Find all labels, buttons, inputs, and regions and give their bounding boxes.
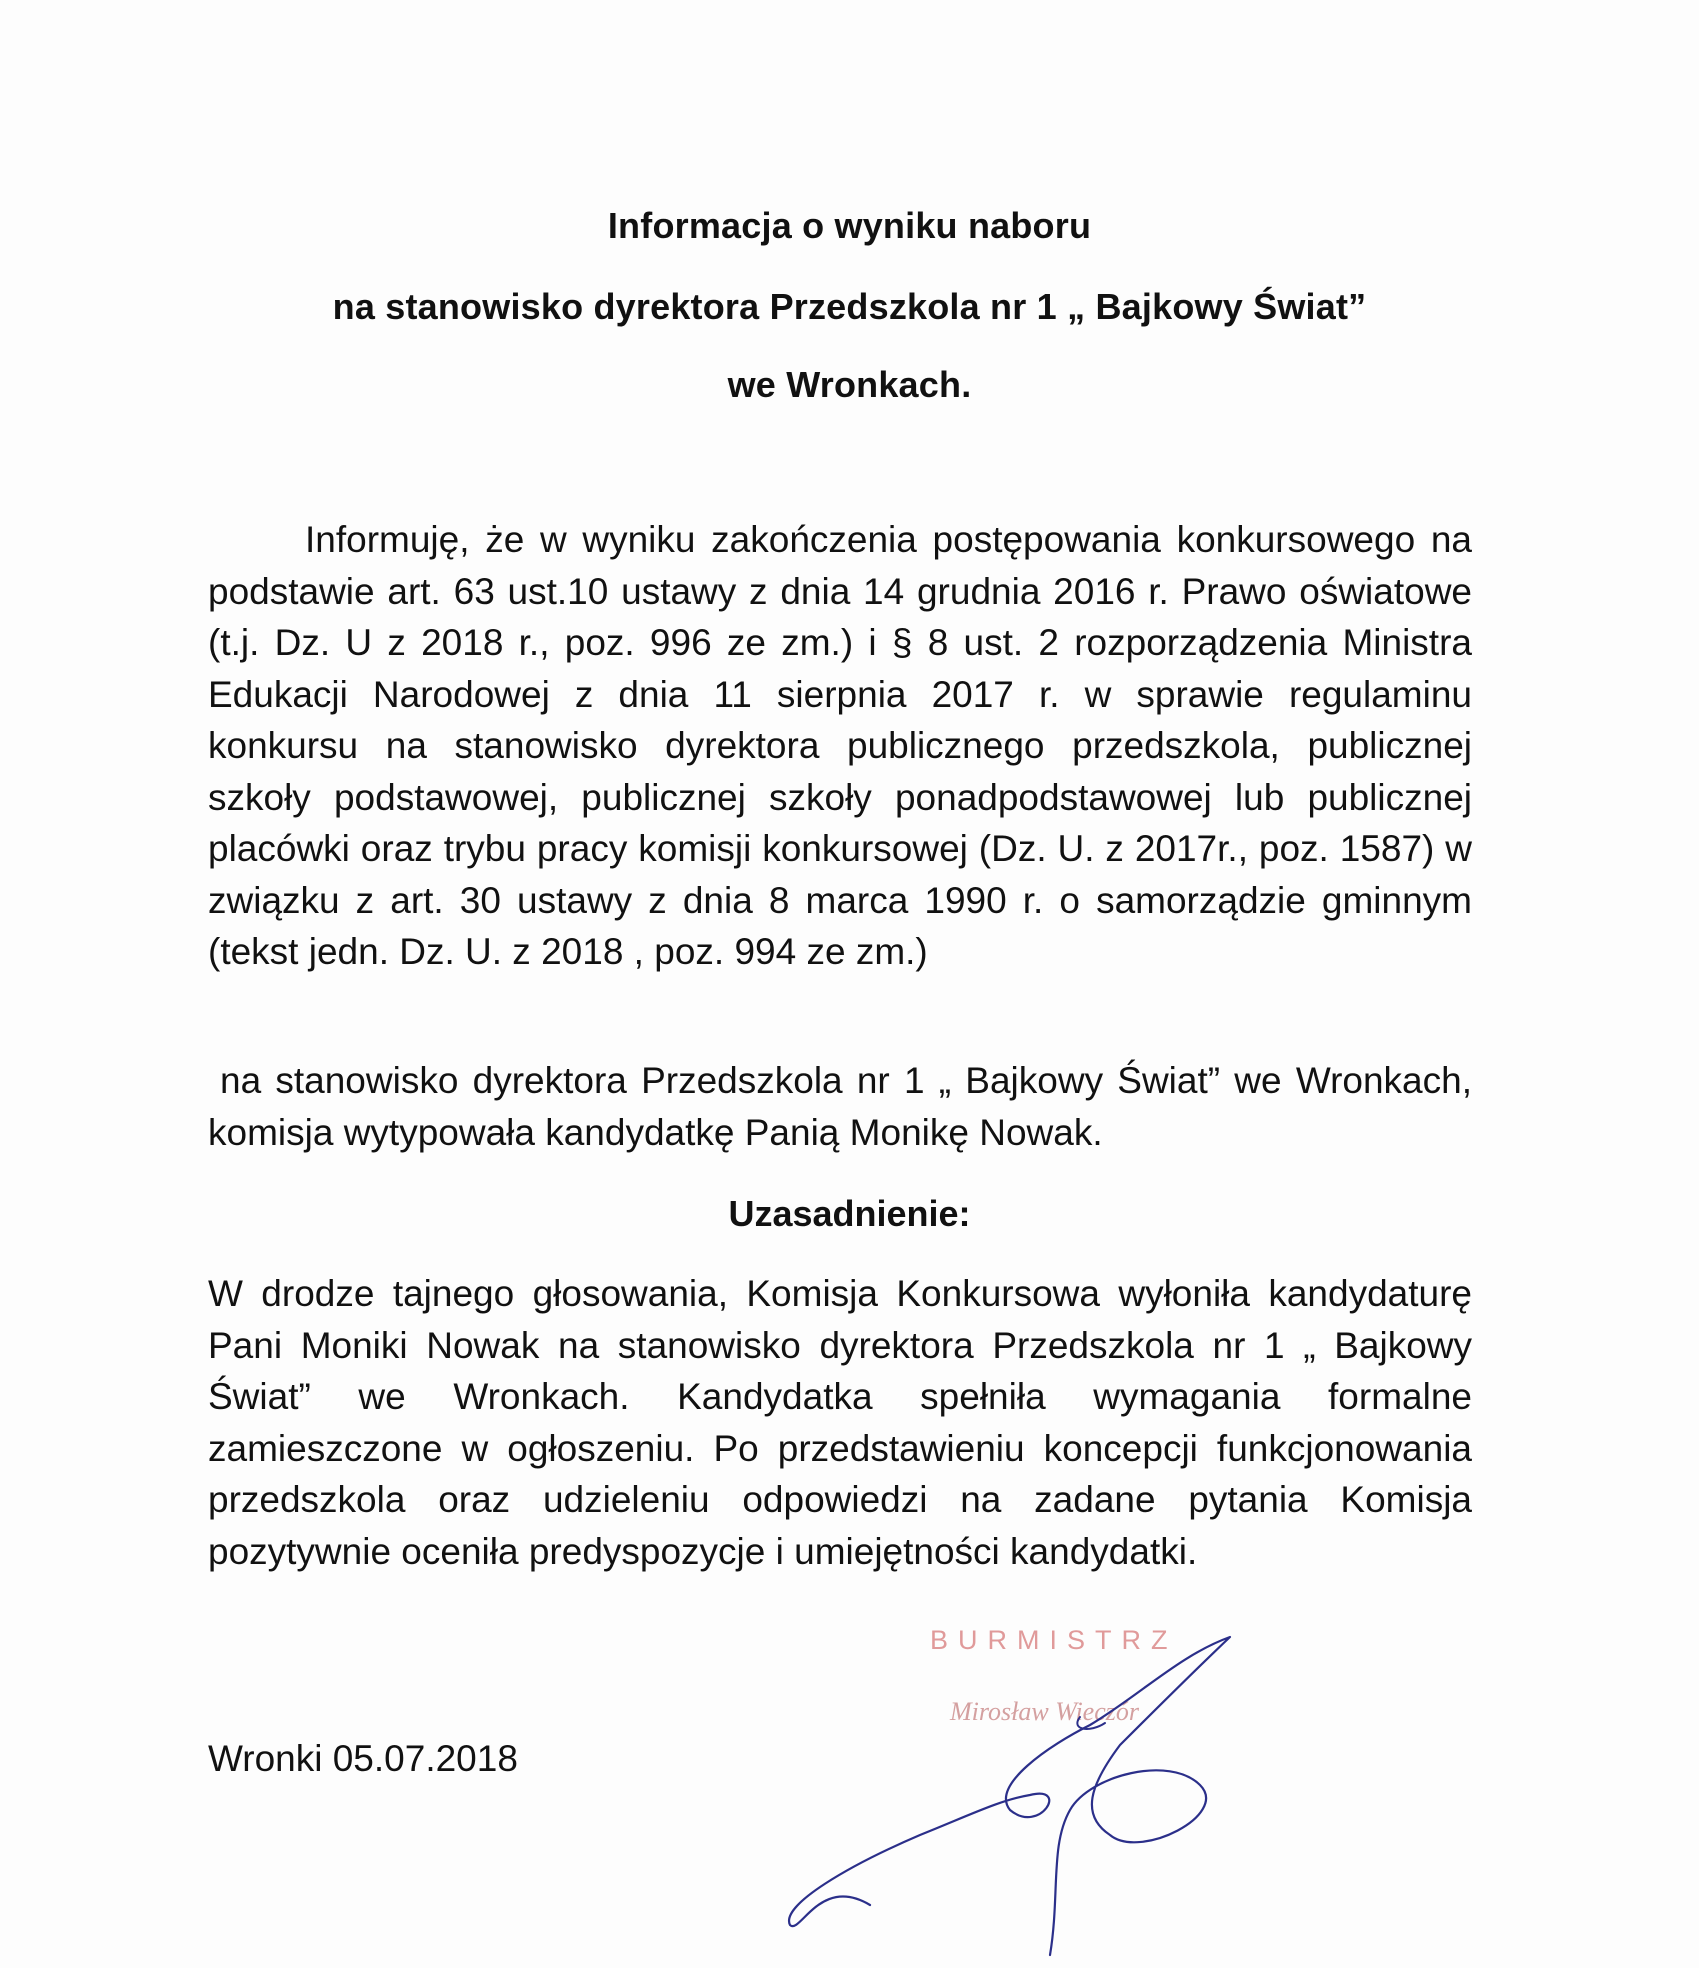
stamp-title: BURMISTRZ [930,1625,1178,1655]
paragraph-result: na stanowisko dyrektora Przedszkola nr 1 „ Bajkowy Świat” we Wronkach, komisja wytypowała kandydatkę Panią Monikę Nowak. [208,1060,1472,1153]
justification-heading: Uzasadnienie: [728,1193,971,1234]
place-and-date: Wronki 05.07.2018 [208,1738,518,1779]
title-line-2: na stanowisko dyrektora Przedszkola nr 1 „ Bajkowy Świat” [332,286,1367,327]
paragraph-legal-basis: Informuję, że w wyniku zakończenia postępowania konkursowego na podstawie art. 63 ust.10 ustawy z dnia 14 grudnia 2016 r. Prawo oświatowe (t.j. Dz. U z 2018 r., poz. 996 ze zm.) i § 8 ust. 2 rozporządzenia Ministra Edukacji Narodowej z dnia 11 sierpnia 2017 r. w sprawie regulaminu konkursu na stanowisko dyrektora publicznego przedszkola, publicznej szkoły podstawowej, publicznej szkoły ponadpodstawowej lub publicznej placówki oraz trybu pracy komisji konkursowej (Dz. U. z 2017r., poz. 1587) w związku z art. 30 ustawy z dnia 8 marca 1990 r. o samorządzie gminnym (tekst jedn. Dz. U. z 2018 , poz. 994 ze zm.) [208,519,1472,972]
stamp-name: Mirosław Wieczór [950,1697,1139,1726]
handwritten-signature [760,1635,1260,1965]
title-line-1: Informacja o wyniku naboru [607,205,1092,246]
paragraph-justification: W drodze tajnego głosowania, Komisja Konkursowa wyłoniła kandydaturę Pani Moniki Nowak na stanowisko dyrektora Przedszkola nr 1 „ Bajkowy Świat” we Wronkach. Kandydatka spełniła wymagania formalne zamieszczone w ogłoszeniu. Po przedstawieniu koncepcji funkcjonowania przedszkola oraz udzieleniu odpowiedzi na zadane pytania Komisja pozytywnie oceniła predyspozycje i umiejętności kandydatki. [208,1273,1472,1572]
title-line-3: we Wronkach. [727,364,972,405]
